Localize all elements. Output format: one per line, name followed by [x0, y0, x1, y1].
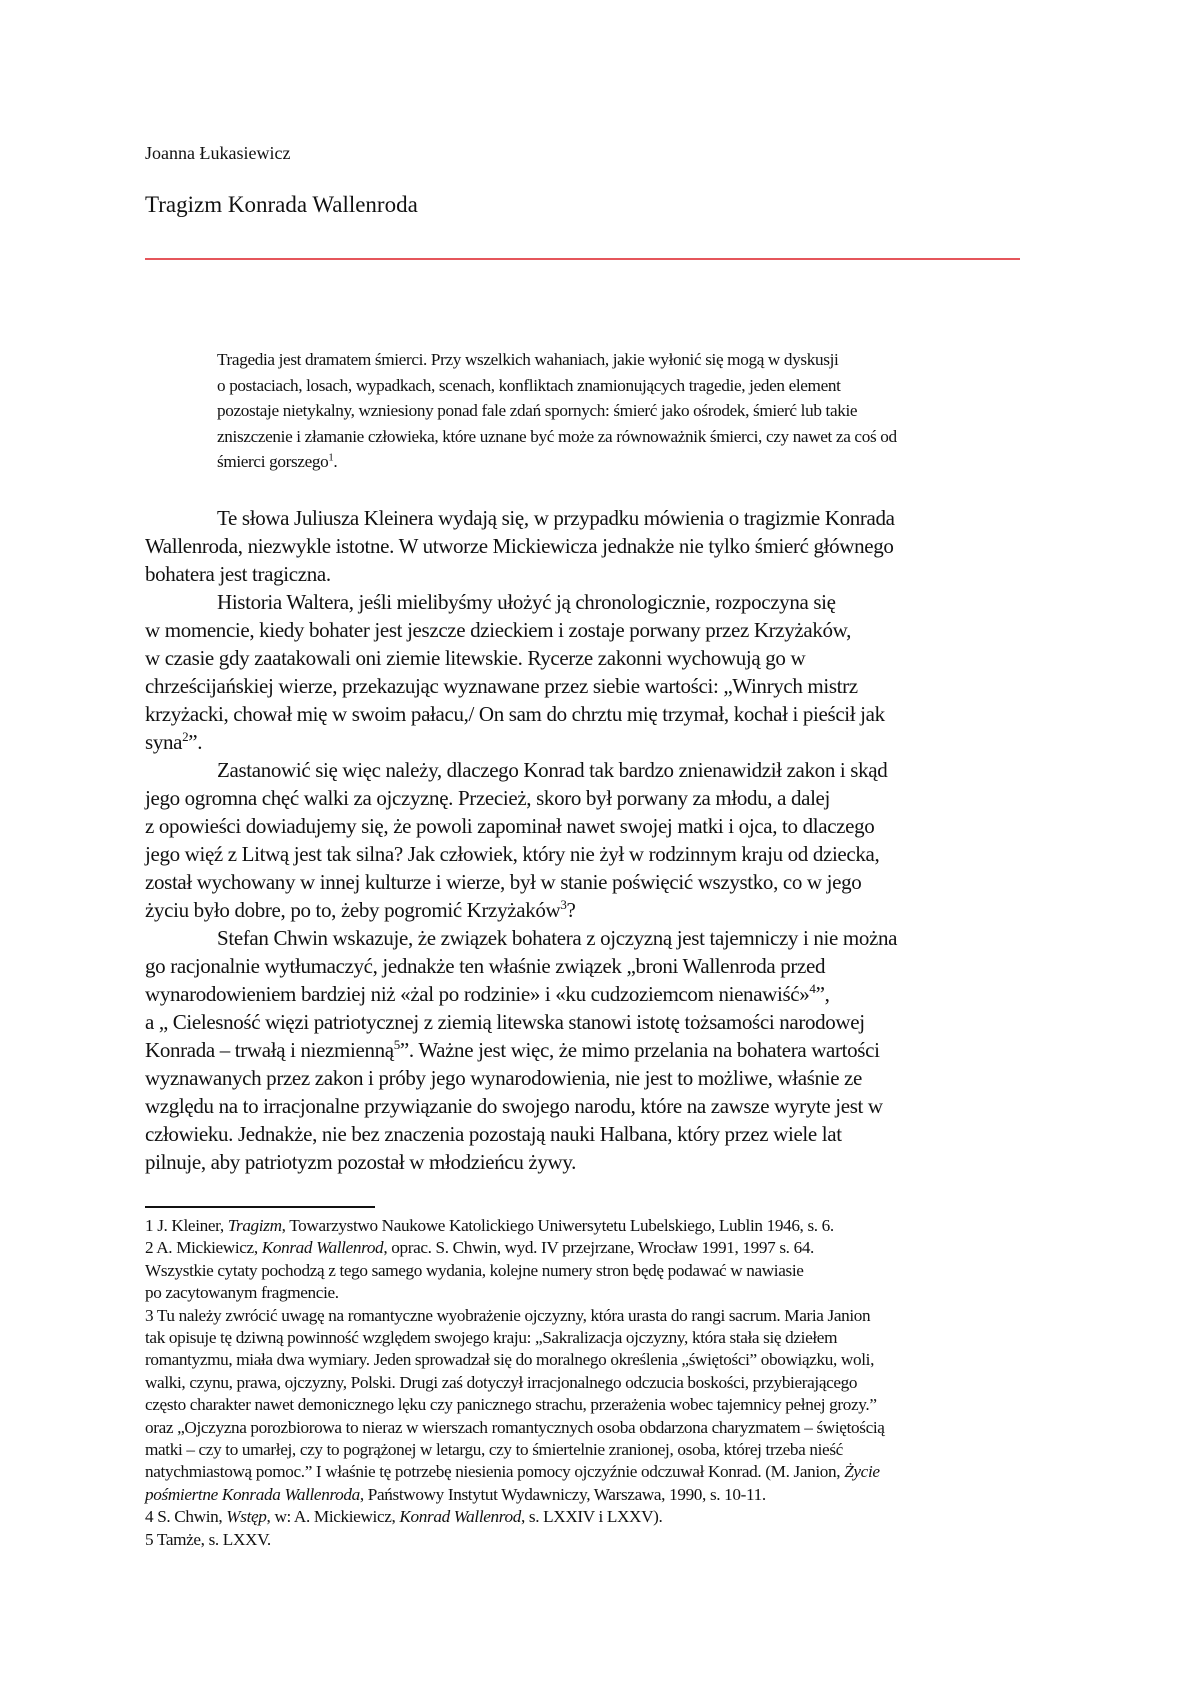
text-line: w momencie, kiedy bohater jest jeszcze dzieckiem i zostaje porwany przez Krzyżaków, [145, 618, 852, 642]
footnote-ref: 2 [182, 729, 189, 744]
quote-line: o postaciach, losach, wypadkach, scenach, konfliktach znamionujących tragedie, jeden element [217, 375, 841, 395]
footnote-italic: Życie [844, 1462, 880, 1482]
footnote-1 [145, 1215, 1070, 1237]
footnotes [145, 1215, 1070, 1551]
text-line: syna [145, 730, 183, 754]
footnote-italic: Wstęp [226, 1507, 267, 1527]
text-line: ”. [188, 730, 203, 754]
text-line: Historia Waltera, jeśli mielibyśmy ułożyć ją chronologicznie, rozpoczyna się [217, 590, 836, 614]
footnote-separator [145, 1206, 375, 1208]
footnote-text: , w: A. Mickiewicz, [266, 1507, 400, 1527]
text-line: Stefan Chwin wskazuje, że związek bohatera z ojczyzną jest tajemniczy i nie można [217, 926, 898, 950]
paragraph [145, 588, 1050, 756]
footnote-text: 2 A. Mickiewicz, [145, 1238, 262, 1258]
footnote-italic: Konrad Wallenrod [261, 1238, 384, 1258]
text-line: ”. Ważne jest więc, że mimo przelania na bohatera wartości [399, 1038, 880, 1062]
footnote-text: walki, czynu, prawa, ojczyzny, Polski. Drugi zaś dotyczył irracjonalnego odczucia boskości, przybierającego [145, 1372, 858, 1392]
footnote-italic: Tragizm [227, 1216, 282, 1235]
footnote-text: 4 S. Chwin, [145, 1507, 227, 1527]
paragraph [145, 924, 1050, 1176]
footnote-text: , Towarzystwo Naukowe Katolickiego Uniwersytetu Lubelskiego, Lublin 1946, s. 6. [281, 1216, 834, 1235]
text-line: go racjonalnie wytłumaczyć, jednakże ten właśnie związek „broni Wallenroda przed [145, 954, 826, 978]
text-line: życiu było dobre, po to, żeby pogromić Krzyżaków [145, 898, 561, 922]
text-line: z opowieści dowiadujemy się, że powoli zapominał nawet swojej matki i ojca, to dlaczego [145, 814, 875, 838]
paragraph [145, 504, 1050, 588]
text-line: Konrada – trwałą i niezmienną [145, 1038, 394, 1062]
text-line: bohatera jest tragiczna. [145, 562, 331, 586]
paragraph [145, 756, 1050, 924]
footnote-italic: pośmiertne Konrada Wallenroda [145, 1484, 360, 1504]
title-divider [145, 258, 1020, 260]
quote-line [217, 449, 1067, 475]
quote-text: . [333, 452, 338, 472]
footnote-ref: 4 [809, 981, 816, 996]
footnote-text: , Państwowy Instytut Wydawniczy, Warszawa, 1990, s. 10-11. [359, 1484, 766, 1504]
footnote-text: natychmiastową pomoc.” I właśnie tę potrzebę niesienia pomocy ojczyźnie odczuwał Konrad. (M. Janion, [145, 1462, 845, 1482]
text-line: człowieku. Jednakże, nie bez znaczenia pozostają nauki Halbana, który przez wiele lat [145, 1122, 842, 1146]
footnote-text: , s. LXXIV i LXXV). [520, 1507, 663, 1527]
quote-line: zniszczenie i złamanie człowieka, które uznane być może za równoważnik śmierci, czy nawet za coś od [217, 426, 897, 446]
footnote-2 [145, 1237, 1070, 1304]
text-line: względu na to irracjonalne przywiązanie do swojego narodu, które na zawsze wyryte jest w [145, 1094, 883, 1118]
footnote-text: oraz „Ojczyzna porozbiorowa to nieraz w wierszach romantycznych osoba obdarzona charyzmatem – świętością [145, 1417, 885, 1437]
footnote-text: matki – czy to umarłej, czy to pogrążonej w letargu, czy to śmiertelnie zranionej, osoba, której trzeba nieść [145, 1440, 843, 1460]
document-title: Tragizm Konrada Wallenroda [145, 192, 418, 217]
footnote-text: romantyzmu, miała dwa wymiary. Jeden sprowadzał się do moralnego określenia „świętości” obowiązku, woli, [145, 1350, 875, 1370]
text-line: jego więź z Litwą jest tak silna? Jak człowiek, który nie żył w rodzinnym kraju od dziecka, [145, 842, 880, 866]
footnote-text: Wszystkie cytaty pochodzą z tego samego wydania, kolejne numery stron będę podawać w nawiasie [145, 1260, 804, 1280]
footnote-3 [145, 1305, 1070, 1507]
text-line: ? [566, 898, 576, 922]
footnote-text: tak opisuje tę dziwną powinność względem swojego kraju: „Sakralizacja ojczyzny, która stała się dziełem [145, 1328, 838, 1348]
footnote-5: 5 Tamże, s. LXXV. [145, 1529, 271, 1549]
footnote-italic: Konrad Wallenrod [399, 1507, 521, 1527]
text-line: został wychowany w innej kulturze i wierze, był w stanie poświęcić wszystko, co w jego [145, 870, 862, 894]
footnote-text: , oprac. S. Chwin, wyd. IV przejrzane, Wrocław 1991, 1997 s. 64. [383, 1238, 815, 1258]
text-line: pilnuje, aby patriotyzm pozostał w młodzieńcu żywy. [145, 1150, 577, 1174]
quote-line: Tragedia jest dramatem śmierci. Przy wszelkich wahaniach, jakie wyłonić się mogą w dyskusji [217, 350, 839, 369]
footnote-4 [145, 1506, 1070, 1528]
text-line: Wallenroda, niezwykle istotne. W utworze Mickiewicza jednakże nie tylko śmierć głównego [145, 534, 894, 558]
text-line: jego ogromna chęć walki za ojczyznę. Przecież, skoro był porwany za młodu, a dalej [145, 786, 831, 810]
block-quote [217, 347, 1067, 475]
text-line: Te słowa Juliusza Kleinera wydają się, w przypadku mówienia o tragizmie Konrada [217, 506, 895, 530]
text-line: wyznawanych przez zakon i próby jego wynarodowienia, nie jest to możliwe, właśnie ze [145, 1066, 863, 1090]
footnote-ref: 5 [393, 1037, 400, 1052]
footnote-text: po zacytowanym fragmencie. [145, 1283, 339, 1303]
text-line: chrześcijańskiej wierze, przekazując wyznawane przez siebie wartości: „Winrych mistrz [145, 674, 858, 698]
footnote-ref: 1 [328, 452, 334, 464]
footnote-text: 1 J. Kleiner, [145, 1216, 228, 1235]
author-name: Joanna Łukasiewicz [145, 143, 291, 163]
text-line: krzyżacki, chował mię w swoim pałacu,/ On sam do chrztu mię trzymał, kochał i pieścił jak [145, 702, 885, 726]
body-text [145, 504, 1050, 1176]
text-line: Zastanowić się więc należy, dlaczego Konrad tak bardzo znienawidził zakon i skąd [217, 758, 888, 782]
footnote-text: 3 Tu należy zwrócić uwagę na romantyczne wyobrażenie ojczyzny, która urasta do rangi sacrum. Maria Janion [145, 1305, 871, 1325]
quote-line: pozostaje nietykalny, wzniesiony ponad fale zdań spornych: śmierć jako ośrodek, śmierć lub takie [217, 401, 858, 421]
text-line: a „ Cielesność więzi patriotycznej z ziemią litewska stanowi istotę tożsamości narodowej [145, 1010, 865, 1034]
footnote-text: często charakter nawet demonicznego lęku czy panicznego strachu, przerażenia wobec tajemnicy pełnej grozy.” [145, 1395, 877, 1415]
quote-text: śmierci gorszego [217, 452, 329, 472]
text-line: ”, [815, 982, 830, 1006]
text-line: wynarodowieniem bardziej niż «żal po rodzinie» i «ku cudzoziemcom nienawiść» [145, 982, 810, 1006]
footnote-ref: 3 [560, 897, 567, 912]
text-line: w czasie gdy zaatakowali oni ziemie litewskie. Rycerze zakonni wychowują go w [145, 646, 806, 670]
